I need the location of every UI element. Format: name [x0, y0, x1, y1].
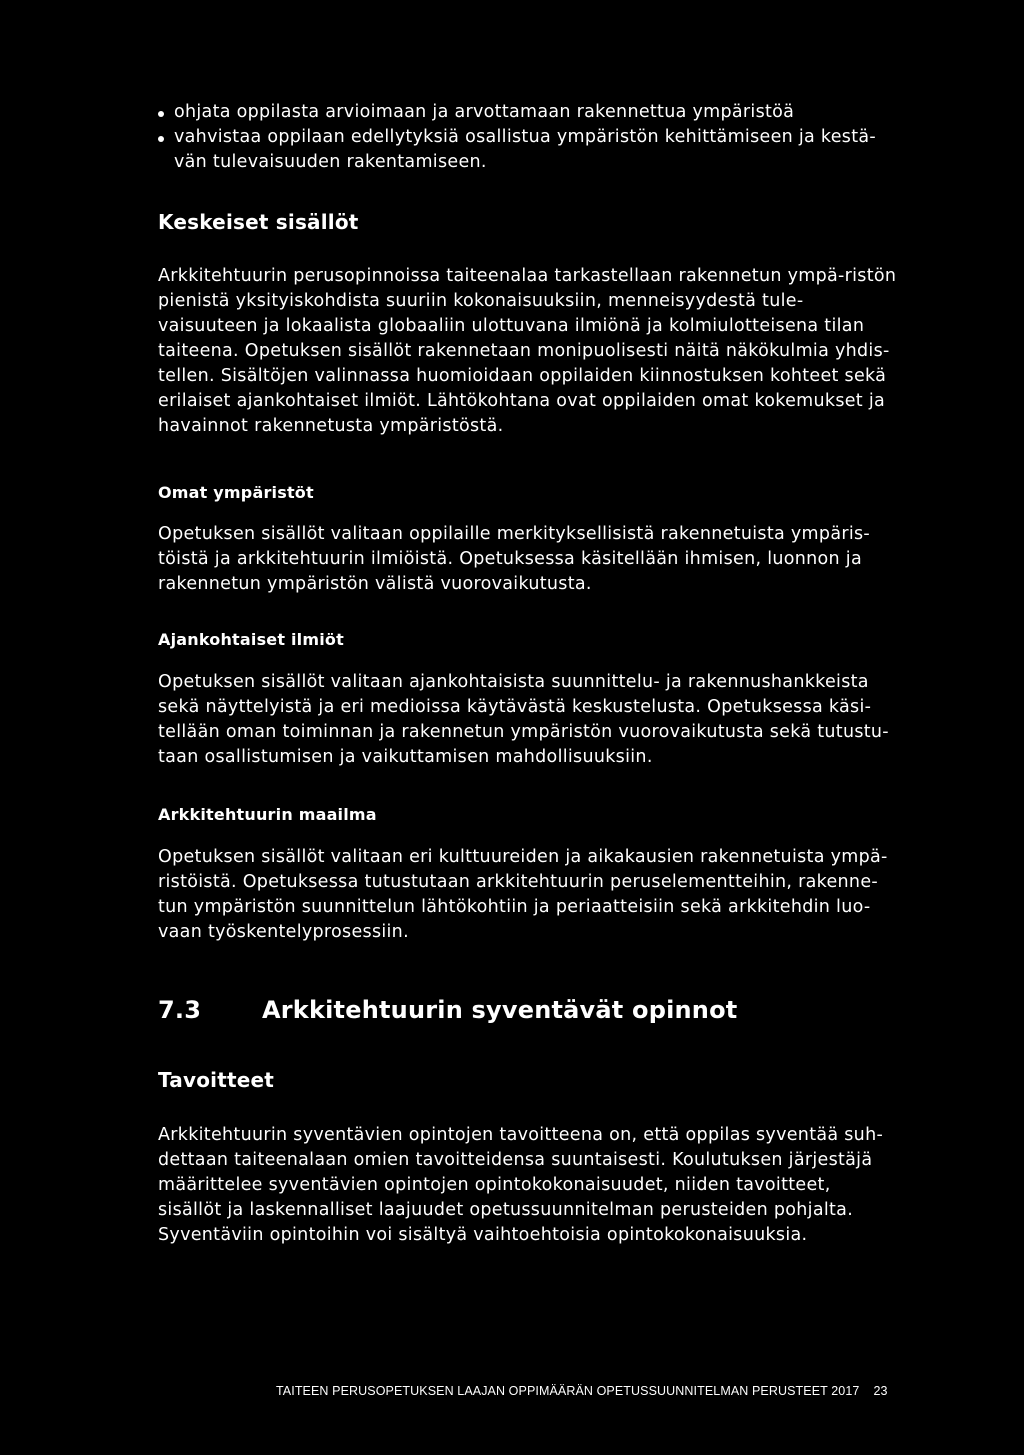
bullet-text: ohjata oppilasta arvioimaan ja arvottamaan rakennettua ympäristöä — [174, 102, 795, 122]
chapter-title: Arkkitehtuurin syventävät opinnot — [262, 996, 738, 1024]
bullet-item — [158, 125, 898, 175]
page-footer — [276, 1384, 888, 1398]
section-text-tavoitteet: Arkkitehtuurin syventävien opintojen tavoitteena on, että oppilas syventää suh-dettaan taiteenalaan omien tavoitteidensa suuntaisesti. Koulutuksen järjestäjä määrittelee syventävien opintojen opintokokonaisuudet, niiden tavoitteet, sisällöt ja laskennalliset laajuudet opetussuunnitelman perusteiden pohjalta. Syventäviin opintoihin voi sisältyä vaihtoehtoisia opintokokonaisuuksia. — [158, 1125, 884, 1245]
section-text-keskeiset: Arkkitehtuurin perusopinnoissa taiteenalaa tarkastellaan rakennetun ympä-ristön pienistä yksityiskohdista suuriin kokonaisuuksiin, menneisyydestä tule-vaisuuteen ja lokaalista globaaliin ulottuvana ilmiönä ja kolmiulotteisena tilan taiteena. Opetuksen sisällöt rakennetaan monipuolisesti näitä näkökulmia yhdis-tellen. Sisältöjen valinnassa huomioidaan oppilaiden kiinnostuksen kohteet sekä erilaiset ajankohtaiset ilmiöt. Lähtökohtana ovat oppilaiden omat kokemukset ja havainnot rakennetusta ympäristöstä. — [158, 266, 897, 436]
footer-title: TAITEEN PERUSOPETUKSEN LAAJAN OPPIMÄÄRÄN OPETUSSUUNNITELMAN PERUSTEET 2017 — [276, 1384, 860, 1398]
bullet-icon — [158, 136, 164, 142]
bullet-text: vahvistaa oppilaan edellytyksiä osallistua ympäristön kehittämiseen ja kestä-vän tulevaisuuden rakentamiseen. — [174, 127, 877, 172]
section-heading-ajankohtaiset: Ajankohtaiset ilmiöt — [158, 630, 344, 649]
section-heading-omat: Omat ympäristöt — [158, 483, 314, 502]
section-heading-maailma: Arkkitehtuurin maailma — [158, 805, 377, 824]
section-text-omat: Opetuksen sisällöt valitaan oppilaille merkityksellisistä rakennetuista ympäris-töistä ja arkkitehtuurin ilmiöistä. Opetuksessa käsitellään ihmisen, luonnon ja rakennetun ympäristön välistä vuorovaikutusta. — [158, 524, 871, 594]
section-heading-tavoitteet: Tavoitteet — [158, 1068, 275, 1092]
section-heading-keskeiset: Keskeiset sisällöt — [158, 210, 359, 234]
chapter-heading — [158, 996, 737, 1024]
bullet-list — [158, 100, 898, 175]
bullet-icon — [158, 111, 164, 117]
page-number: 23 — [873, 1384, 888, 1398]
section-text-maailma: Opetuksen sisällöt valitaan eri kulttuureiden ja aikakausien rakennetuista ympä-ristöistä. Opetuksessa tutustutaan arkkitehtuurin peruselementteihin, rakenne-tun ympäristön suunnittelun lähtökohtiin ja periaatteisiin sekä arkkitehdin luo-vaan työskentelyprosessiin. — [158, 847, 888, 942]
chapter-number: 7.3 — [158, 996, 202, 1024]
section-text-ajankohtaiset: Opetuksen sisällöt valitaan ajankohtaisista suunnittelu- ja rakennushankkeista sekä näyttelyistä ja eri medioissa käytävästä keskustelusta. Opetuksessa käsi-tellään oman toiminnan ja rakennetun ympäristön vuorovaikutusta sekä tutustu-taan osallistumisen ja vaikuttamisen mahdollisuuksiin. — [158, 672, 889, 767]
bullet-item — [158, 100, 898, 125]
